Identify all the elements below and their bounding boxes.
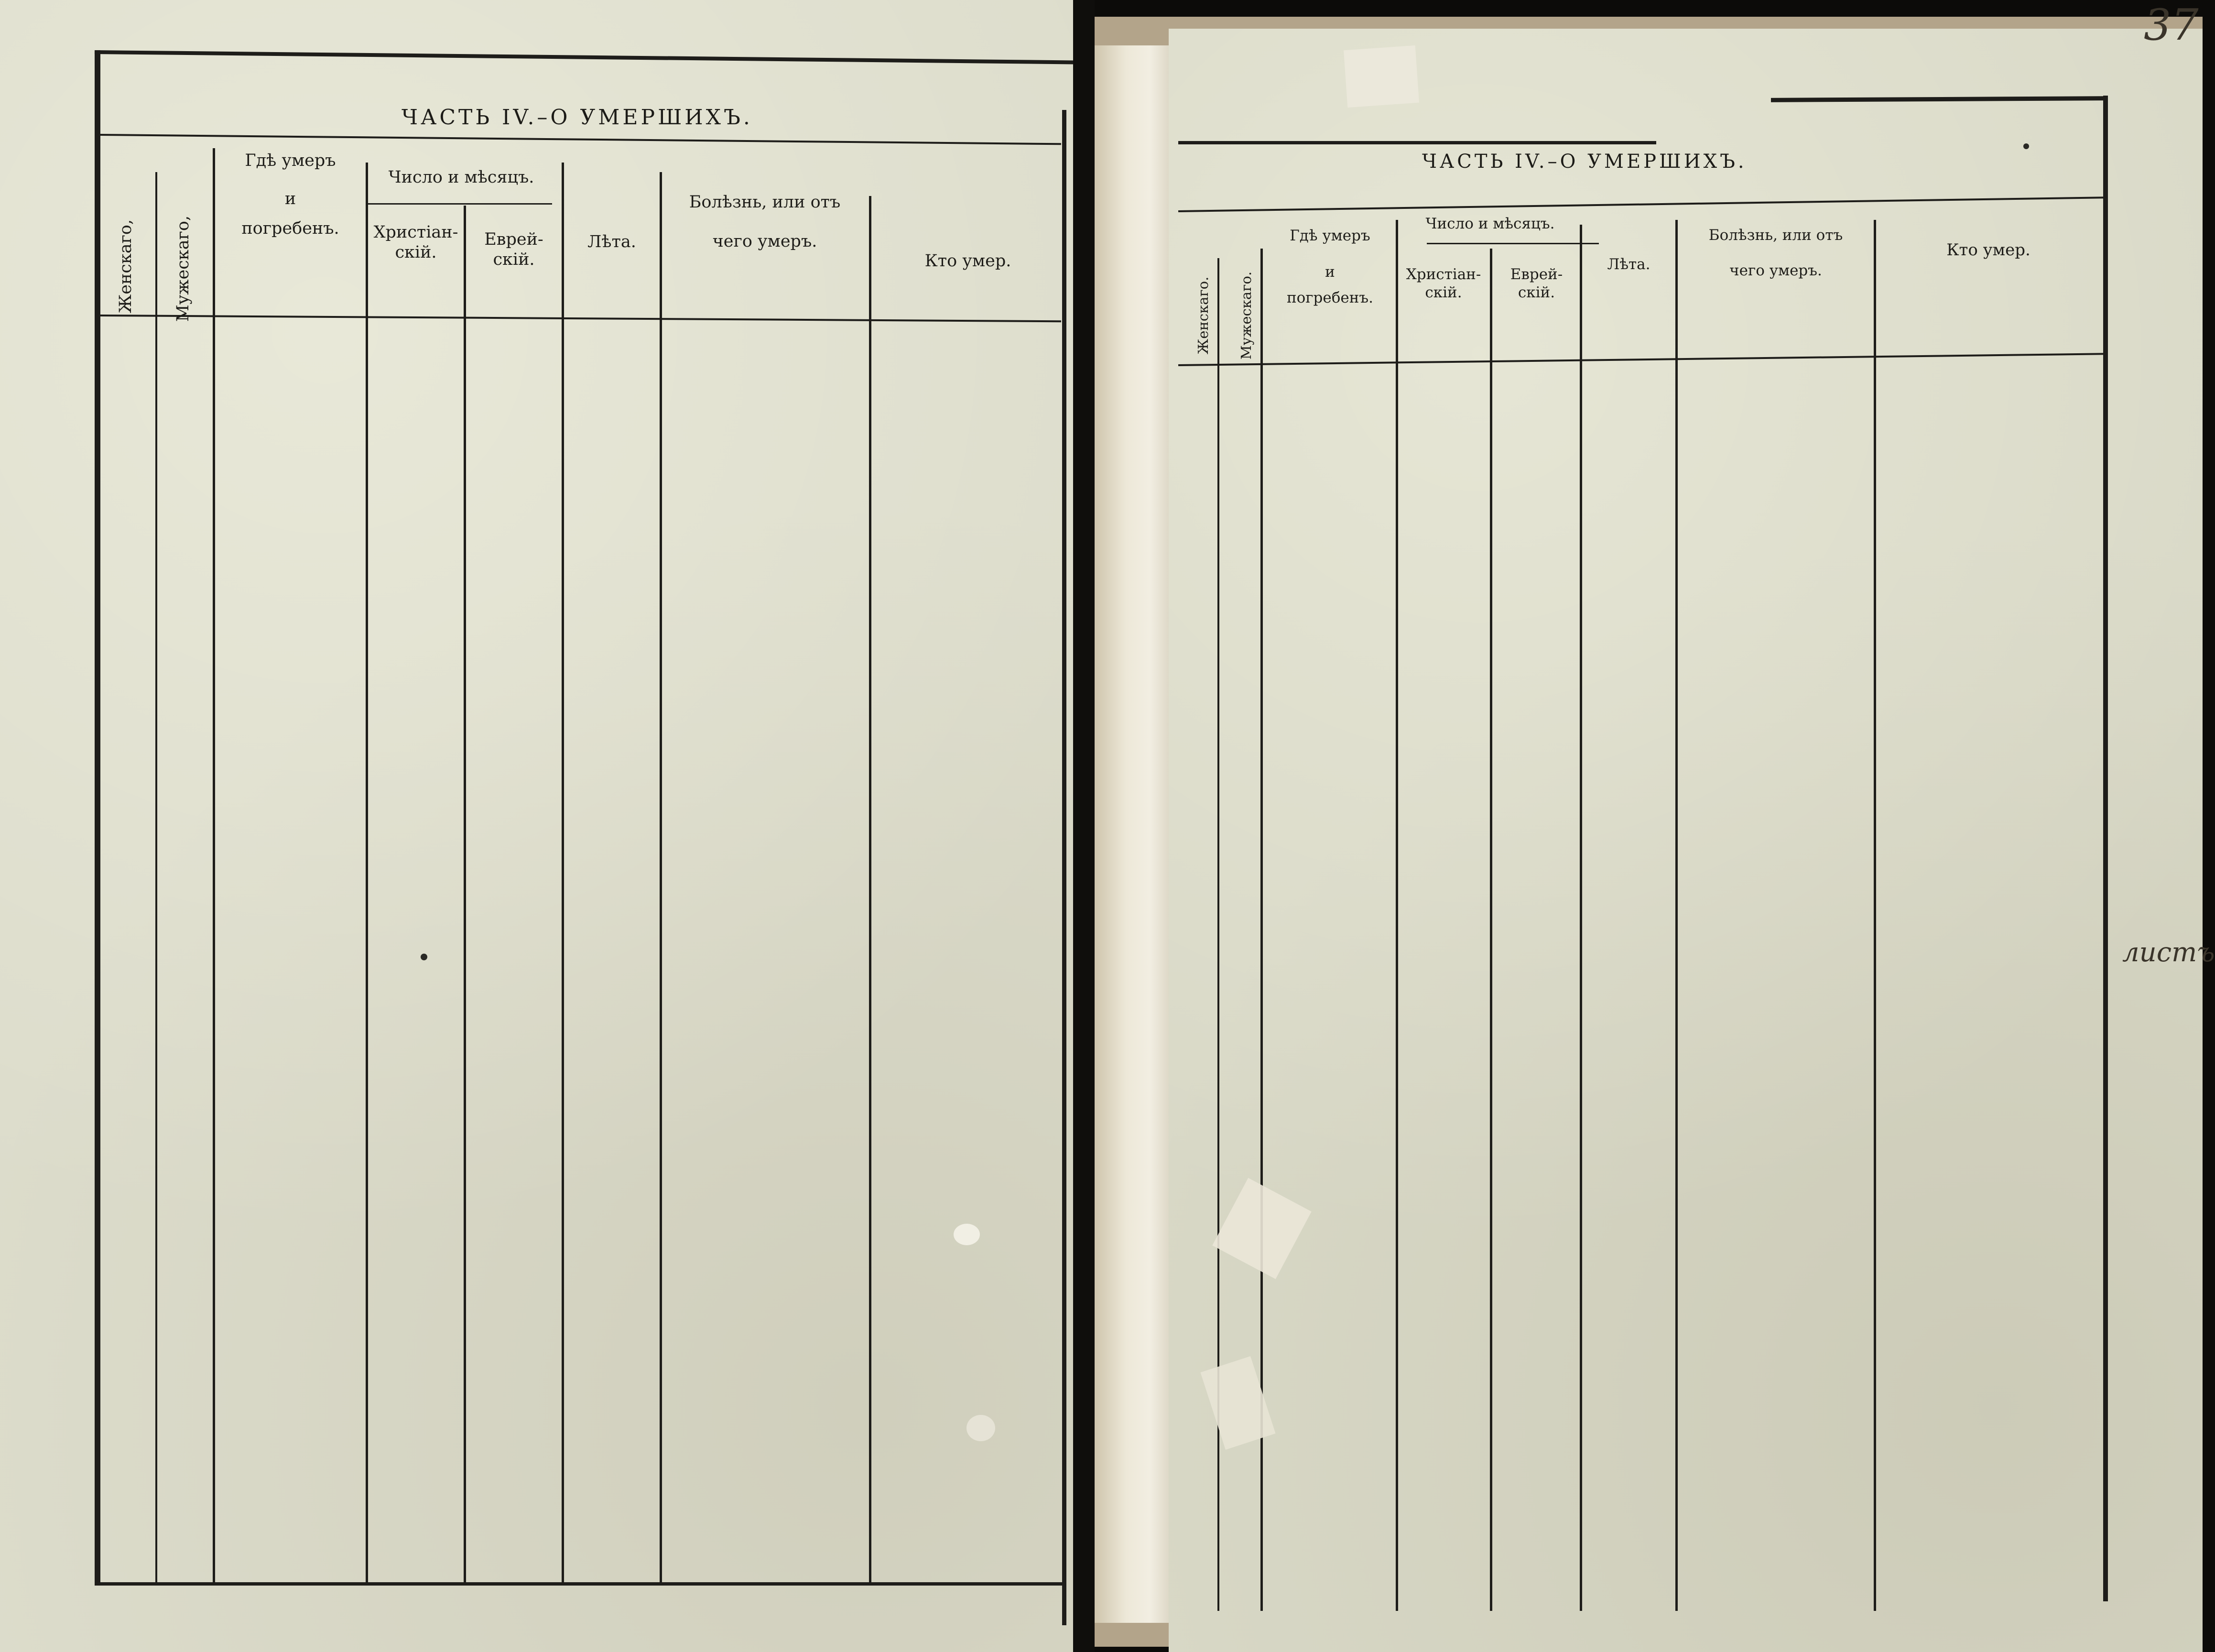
- left-header-date-group: Число и мѣсяцъ.: [388, 168, 534, 187]
- paper-stain: [954, 1224, 980, 1245]
- where-died-line3: погребенъ.: [1286, 289, 1373, 306]
- left-col-line: [155, 172, 157, 1582]
- ink-speck: [421, 954, 427, 960]
- right-header-male: Мужескаго.: [1238, 271, 1254, 360]
- left-header-illness: Болѣзнь, или отъ чего умеръ.: [689, 193, 841, 251]
- where-died-line2: и: [1325, 263, 1335, 281]
- paper-stain: [966, 1415, 995, 1441]
- right-header-age: Лѣта.: [1607, 256, 1650, 273]
- right-header-bottom-rule: [1178, 353, 2106, 366]
- left-frame-bottom-line: [95, 1582, 1065, 1586]
- fly-leaf: [1095, 45, 1173, 1623]
- left-header-who-died: Кто умер.: [924, 251, 1011, 271]
- paper-repair-patch: [1344, 45, 1419, 108]
- right-header-date-group: Число и мѣсяцъ.: [1425, 215, 1555, 232]
- left-col-line: [464, 206, 466, 1582]
- right-title-rule-right: [1771, 96, 2108, 102]
- left-col-line: [213, 148, 215, 1582]
- left-page: [0, 0, 1083, 1652]
- right-title-rule-left: [1178, 141, 1656, 144]
- left-col-line: [562, 163, 564, 1582]
- where-died-line1: Гдѣ умеръ: [1290, 227, 1370, 244]
- right-col-line: [1396, 220, 1398, 1611]
- left-header-where-died: [217, 148, 363, 241]
- left-header-christian: Христіан- скій.: [373, 223, 458, 262]
- left-col-line: [869, 196, 871, 1582]
- right-page: [1169, 0, 2215, 1652]
- margin-note: листъ: [2122, 937, 2215, 968]
- left-header-top-rule: [100, 134, 1061, 145]
- book-gutter: [1073, 0, 1095, 1652]
- right-col-line: [1580, 225, 1582, 1611]
- ink-speck: [2023, 143, 2029, 149]
- paper-repair-patch: [1212, 1178, 1312, 1279]
- where-died-line3: погребенъ.: [241, 219, 339, 238]
- left-frame-right-line: [1062, 110, 1066, 1625]
- left-page-title: ЧАСТЬ IV.–О УМЕРШИХЪ.: [402, 105, 753, 130]
- left-frame-left-line: [95, 50, 100, 1585]
- where-died-line2: и: [284, 189, 296, 208]
- right-header-female: Женскаго.: [1195, 276, 1211, 355]
- right-col-line: [1490, 249, 1492, 1611]
- left-header-male: Мужескаго,: [174, 215, 193, 322]
- left-col-line: [660, 172, 662, 1582]
- right-page-title: ЧАСТЬ IV.–О УМЕРШИХЪ.: [1422, 151, 1747, 173]
- left-frame-top-line: [95, 50, 1075, 64]
- left-header-age: Лѣта.: [587, 232, 636, 251]
- right-frame-right-line: [2103, 96, 2108, 1601]
- right-header-where-died: [1264, 225, 1396, 309]
- right-col-line: [1874, 220, 1876, 1611]
- where-died-line1: Гдѣ умеръ: [245, 151, 336, 170]
- left-header-female: Женскаго,: [116, 219, 135, 314]
- right-header-top-rule: [1178, 196, 2106, 212]
- left-header-jewish: Еврей- скій.: [484, 230, 543, 269]
- paper-repair-patch: [1200, 1356, 1275, 1450]
- right-header-illness: Болѣзнь, или отъ чего умеръ.: [1708, 227, 1843, 279]
- right-col-line: [1675, 220, 1678, 1611]
- page-number: 37: [2144, 0, 2199, 50]
- right-date-subrule: [1427, 243, 1599, 244]
- left-date-subrule: [368, 203, 552, 205]
- right-header-christian: Христіан- скій.: [1406, 266, 1481, 301]
- left-header-bottom-rule: [100, 315, 1061, 322]
- right-header-who-died: Кто умер.: [1946, 240, 2030, 260]
- right-header-jewish: Еврей- скій.: [1510, 266, 1563, 301]
- left-col-line: [366, 163, 368, 1582]
